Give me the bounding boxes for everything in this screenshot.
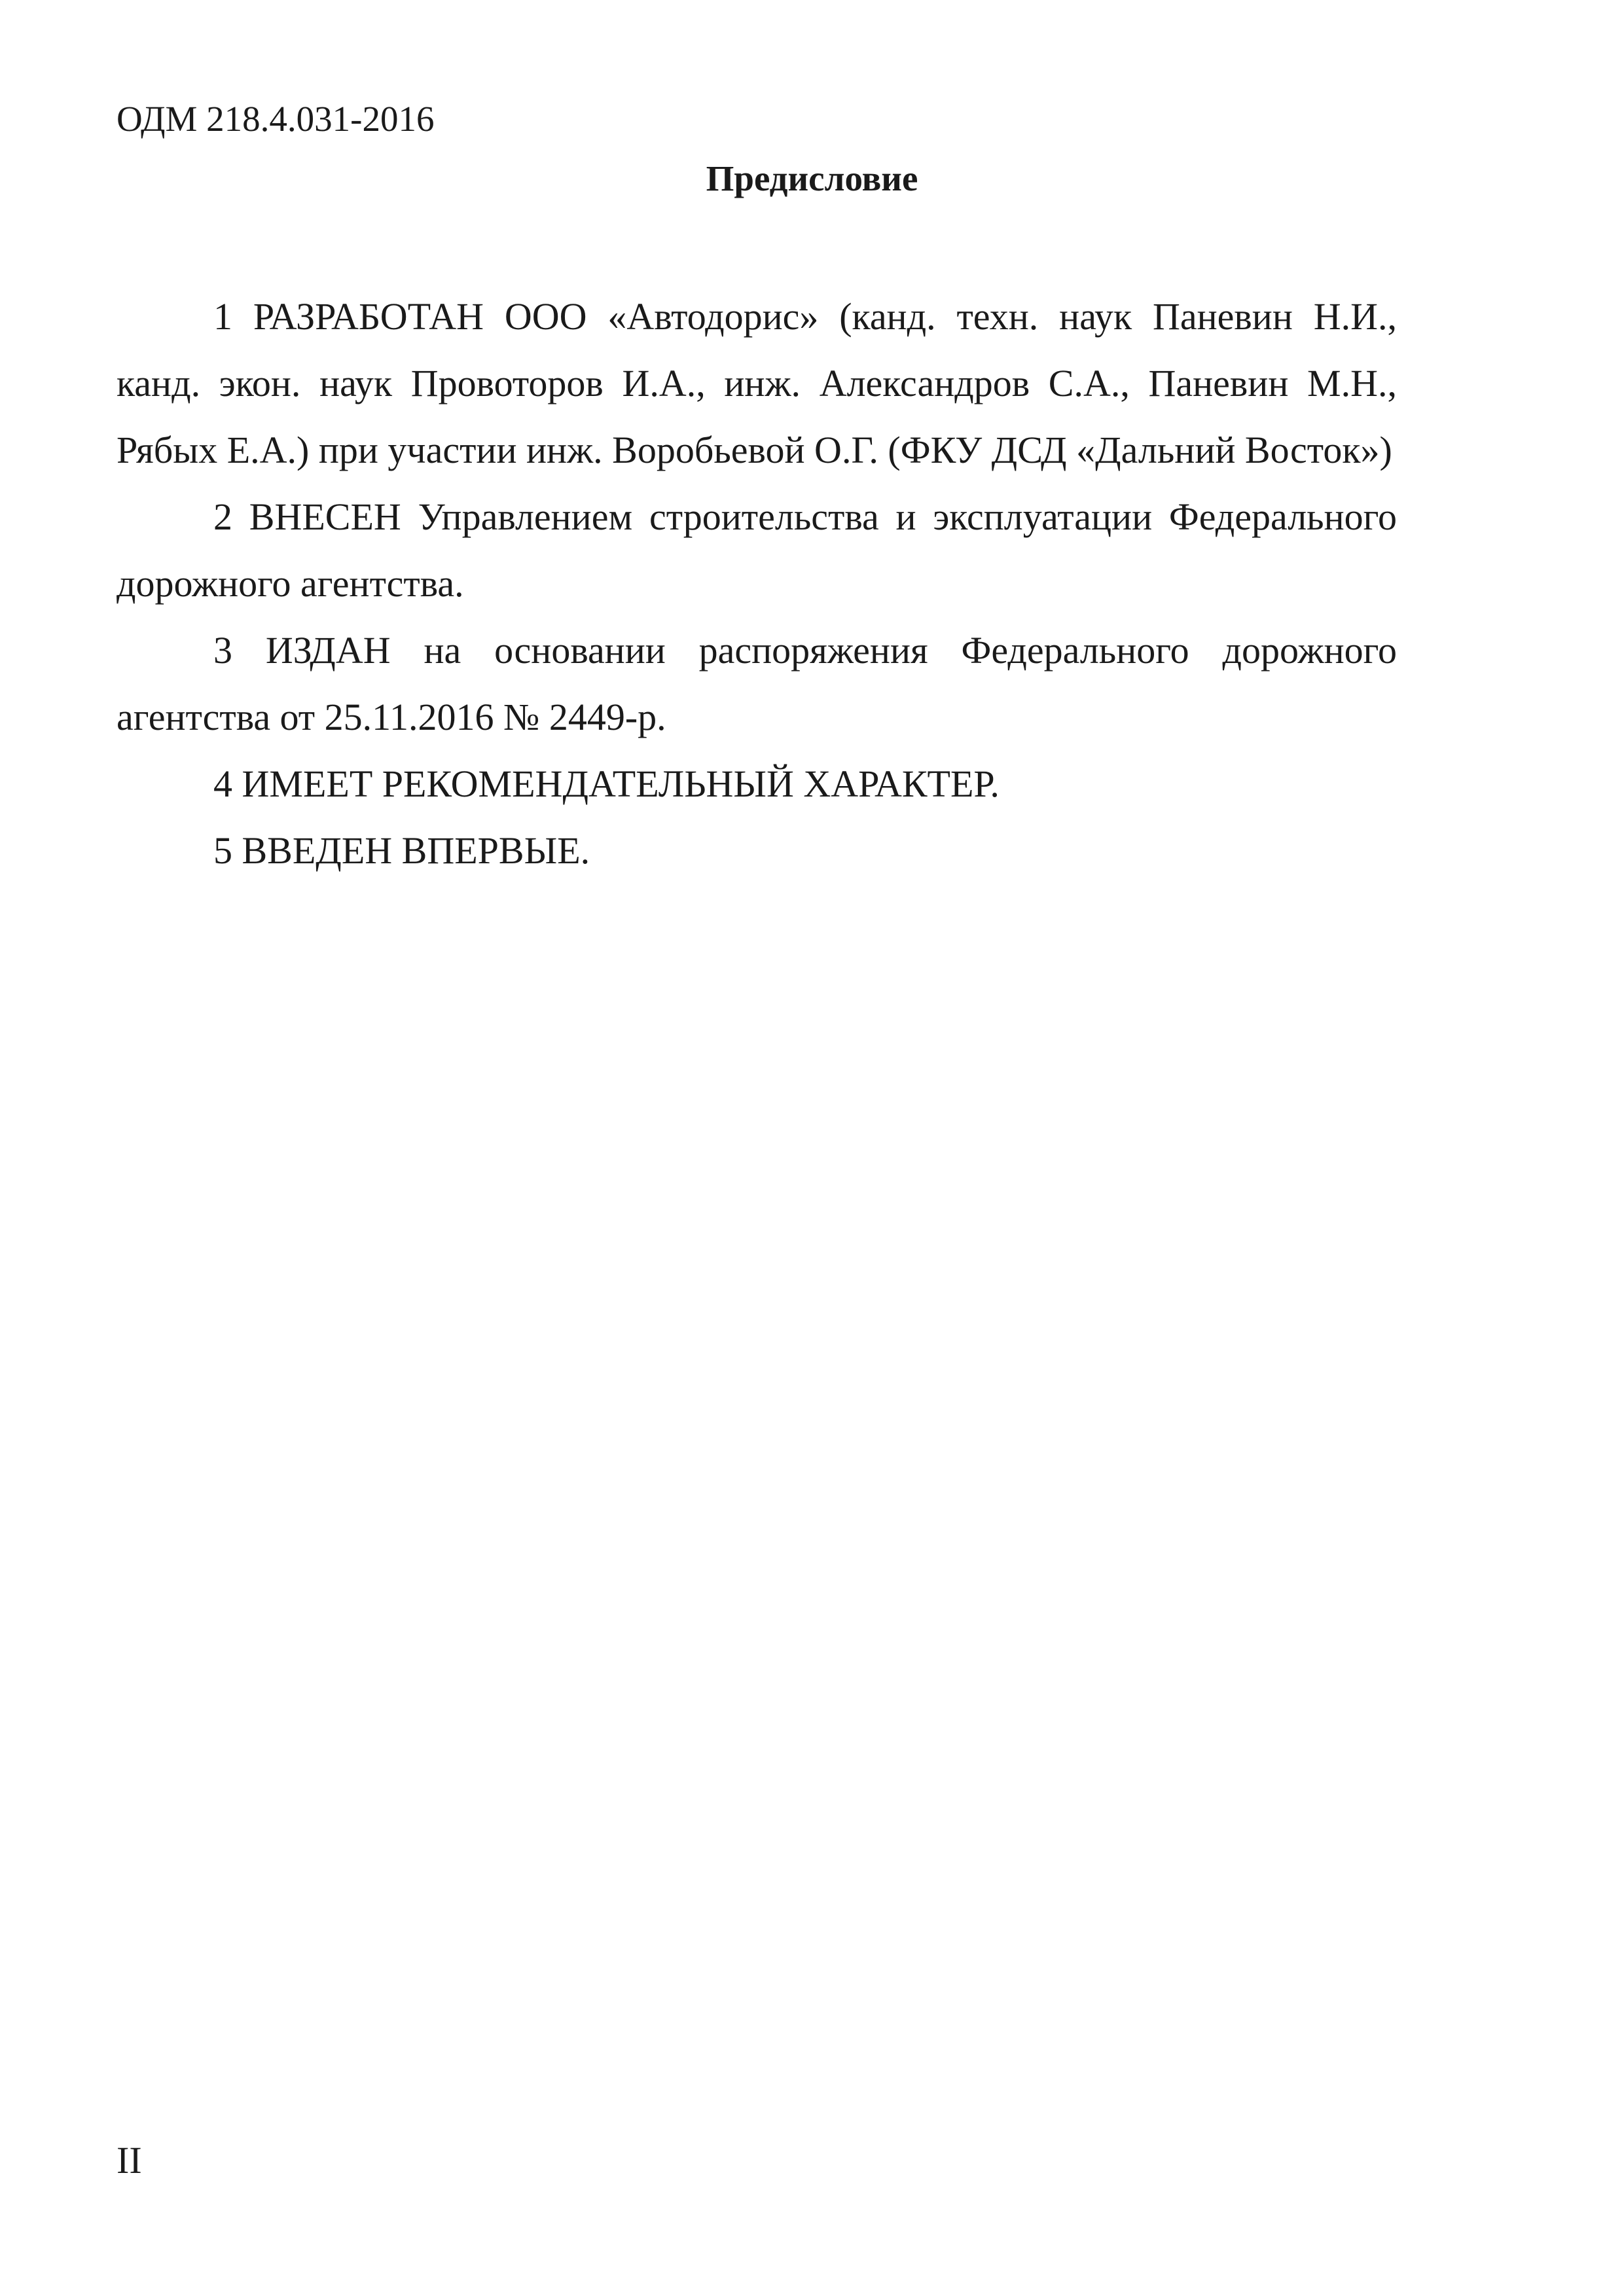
paragraph-first-introduced: 5 ВВЕДЕН ВПЕРВЫЕ. bbox=[213, 829, 590, 872]
foreword-body bbox=[117, 283, 1397, 884]
paragraph-published: 3 ИЗДАН на основании распоряжения Федерального дорожного агентства от 25.11.2016 № 2449-р. bbox=[117, 629, 1397, 738]
paragraph-introduced: 2 ВНЕСЕН Управлением строительства и эксплуатации Федерального дорожного агентства. bbox=[117, 495, 1397, 605]
document-code: ОДМ 218.4.031-2016 bbox=[117, 99, 435, 139]
paragraph-developed: 1 РАЗРАБОТАН ООО «Автодорис» (канд. техн. наук Паневин Н.И., канд. экон. наук Провоторов И.А., инж. Александров С.А., Паневин М.Н., Рябых Е.А.) при участии инж. Воробьевой О.Г. (ФКУ ДСД «Дальний Восток») bbox=[117, 295, 1397, 471]
paragraph-recommendatory: 4 ИМЕЕТ РЕКОМЕНДАТЕЛЬНЫЙ ХАРАКТЕР. bbox=[213, 762, 1000, 805]
page-number: II bbox=[117, 2139, 142, 2181]
page-title: Предисловие bbox=[706, 158, 918, 198]
